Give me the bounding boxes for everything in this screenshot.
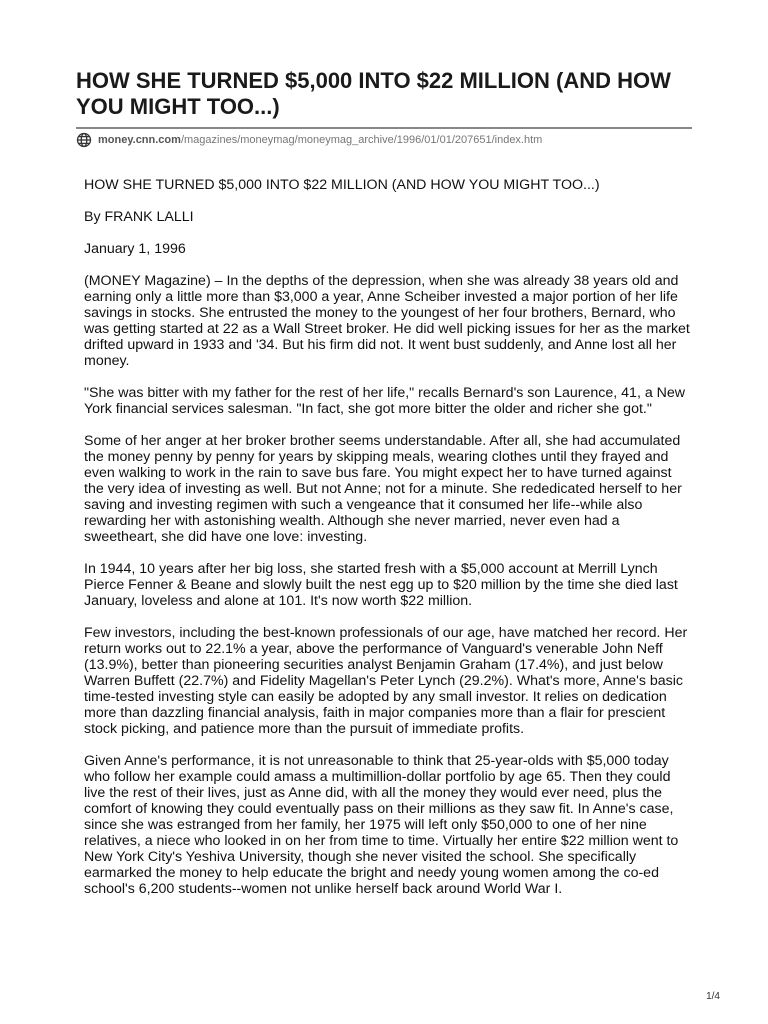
article-paragraph: Few investors, including the best-known professionals of our age, have matched her record. Her return works out to 22.1% a year, above the performance of Vanguard's venerable John Neff (13.9%), better than pioneering securities analyst Benjamin Graham (17.4%), and just below Warren Buffett (22.7%) and Fidelity Magellan's Peter Lynch (29.2%). What's more, Anne's basic time-tested investing style can easily be adopted by any small investor. It relies on dedication more than dazzling financial analysis, faith in major companies more than a flair for prescient stock picking, and patience more than the pursuit of immediate profits. [84,625,688,737]
title-divider [76,127,692,129]
article-paragraph: (MONEY Magazine) – In the depths of the depression, when she was already 38 years old and earning only a little more than $3,000 a year, Anne Scheiber invested a major portion of her life savings in stocks. She entrusted the money to the youngest of her four brothers, Bernard, who was getting started at 22 as a Wall Street broker. He did well picking issues for her as the market drifted upward in 1933 and '34. But his firm did not. It went bust suddenly, and Anne lost all her money. [84,273,690,369]
page-title: HOW SHE TURNED $5,000 INTO $22 MILLION (AND HOW YOU MIGHT TOO...) [76,68,671,119]
article-paragraph: "She was bitter with my father for the rest of her life," recalls Bernard's son Laurence, 41, a New York financial services salesman. "In fact, she got more bitter the older and richer she got." [84,385,686,417]
article-paragraph: Given Anne's performance, it is not unreasonable to think that 25-year-olds with $5,000 today who follow her example could amass a multimillion-dollar portfolio by age 65. Then they could live the rest of their lives, just as Anne did, with all the money they would ever need, plus the comfort of knowing they could eventually pass on their millions as they saw fit. In Anne's case, since she was estranged from her family, her 1975 will left only $50,000 to one of her nine relatives, a niece who looked in on her from time to time. Virtually her entire $22 million went to New York City's Yeshiva University, though she never visited the school. She specifically earmarked the money to help educate the bright and needy young women among the co-ed school's 6,200 students--women not unlike herself back around World War I. [84,753,679,897]
article-paragraph: In 1944, 10 years after her big loss, she started fresh with a $5,000 account at Merrill Lynch Pierce Fenner & Beane and slowly built the nest egg up to $20 million by the time she died last January, loveless and alone at 101. It's now worth $22 million. [84,561,678,609]
article-date: January 1, 1996 [84,241,186,257]
source-path[interactable]: /magazines/moneymag/moneymag_archive/1996/01/01/207651/index.htm [180,134,543,146]
page-number: 1/4 [706,991,720,1002]
source-domain[interactable]: money.cnn.com [98,134,181,146]
article-body [84,177,690,913]
globe-icon [76,132,92,148]
article-byline: By FRANK LALLI [84,209,194,225]
article-headline: HOW SHE TURNED $5,000 INTO $22 MILLION (AND HOW YOU MIGHT TOO...) [84,177,600,193]
source-url[interactable] [76,132,692,148]
article-paragraph: Some of her anger at her broker brother seems understandable. After all, she had accumulated the money penny by penny for years by skipping meals, wearing clothes until they frayed and even walking to work in the rain to save bus fare. You might expect her to have turned against the very idea of investing as well. But not Anne; not for a minute. She rededicated herself to her saving and investing regimen with such a vengeance that it consumed her life--while also rewarding her with astonishing wealth. Although she never married, never even had a sweetheart, she did have one love: investing. [84,433,682,545]
